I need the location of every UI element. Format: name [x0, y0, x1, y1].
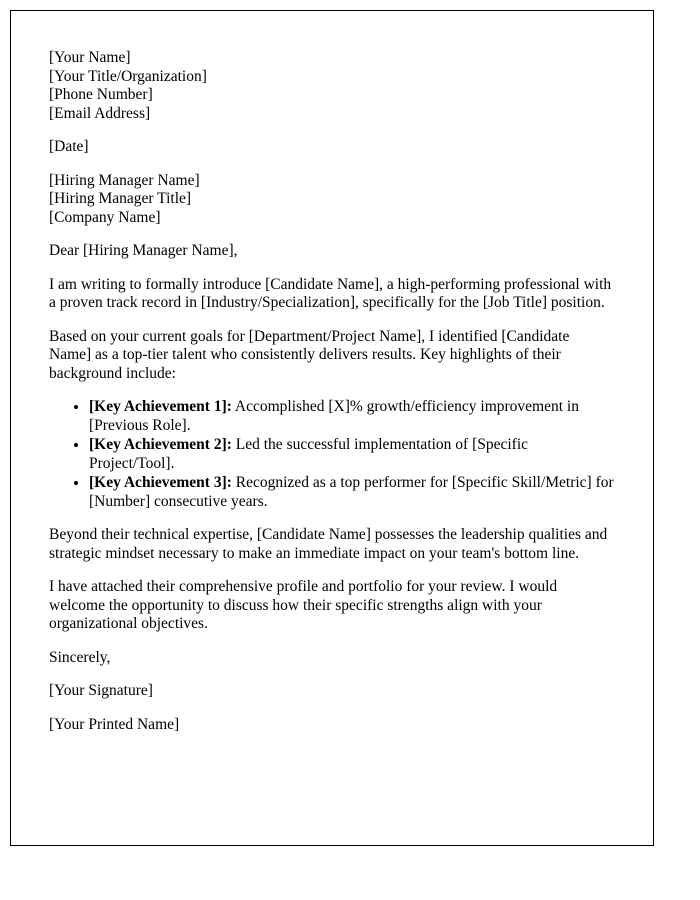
- sender-phone: [Phone Number]: [49, 86, 153, 103]
- letter-date: [Date]: [49, 138, 89, 155]
- paragraph-attachment: I have attached their comprehensive profile and portfolio for your review. I would welcome the opportunity to discuss how their specific strengths align with your organizational objectives.: [49, 578, 558, 632]
- sender-title-organization: [Your Title/Organization]: [49, 67, 207, 85]
- signature-placeholder: [Your Signature]: [49, 682, 153, 699]
- achievement-3-text: Recognized as a top performer for [Specific Skill/Metric] for [Number] consecutive years.: [89, 474, 614, 510]
- paragraph-introduction: I am writing to formally introduce [Candidate Name], a high-performing professional with a proven track record in [Industry/Specialization], specifically for the [Job Title] position.: [49, 275, 612, 311]
- sender-block: [49, 49, 615, 123]
- achievement-1-text: Accomplished [X]% growth/efficiency improvement in [Previous Role].: [89, 398, 579, 434]
- recipient-block: [49, 172, 615, 228]
- letter-page: [10, 10, 654, 846]
- achievement-item-3: [89, 474, 615, 511]
- recipient-company: [Company Name]: [49, 208, 161, 226]
- sender-name: [Your Name]: [49, 49, 131, 66]
- salutation: Dear [Hiring Manager Name],: [49, 242, 238, 259]
- recipient-manager-title: [Hiring Manager Title]: [49, 190, 192, 207]
- achievements-list: [49, 398, 615, 511]
- paragraph-expertise: Beyond their technical expertise, [Candidate Name] possesses the leadership qualities and strategic mindset necessary to make an immediate impact on your team's bottom line.: [49, 526, 608, 562]
- sender-email: [Email Address]: [49, 104, 151, 122]
- achievement-item-2: [89, 436, 615, 473]
- paragraph-goals: Based on your current goals for [Department/Project Name], I identified [Candidate Name] as a top-tier talent who consistently delivers results. Key highlights of their background include:: [49, 327, 570, 382]
- achievement-1-lead: [Key Achievement 1]:: [89, 398, 232, 415]
- achievement-3-lead: [Key Achievement 3]:: [89, 474, 232, 491]
- achievement-2-lead: [Key Achievement 2]:: [89, 436, 232, 453]
- achievement-item-1: [89, 398, 615, 435]
- achievement-2-text: Led the successful implementation of [Specific Project/Tool].: [89, 436, 529, 472]
- printed-name-placeholder: [Your Printed Name]: [49, 715, 180, 733]
- recipient-manager-name: [Hiring Manager Name]: [49, 171, 200, 189]
- closing: Sincerely,: [49, 648, 111, 666]
